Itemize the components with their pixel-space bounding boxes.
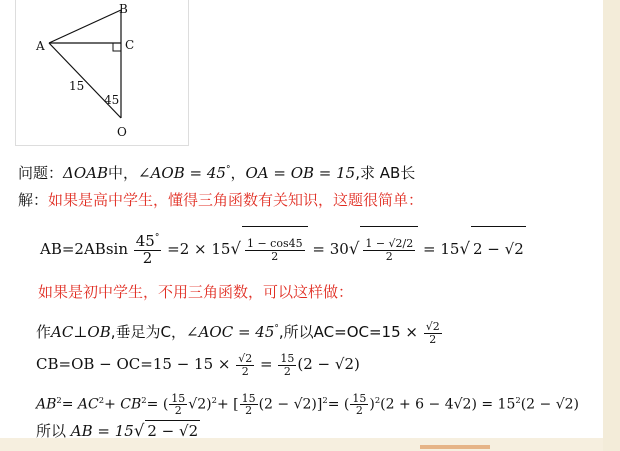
step3-line (36, 383, 579, 422)
hs-frac-num: 45 (135, 231, 155, 250)
step3-sup1: 2 (56, 395, 62, 405)
label-C: C (125, 38, 135, 52)
hs-frac-den: 2 (142, 248, 153, 267)
problem-ask: ,求 AB长 (355, 164, 416, 182)
step2-line (36, 347, 360, 381)
problem-line (18, 160, 415, 183)
solution-intro-line (18, 190, 423, 210)
radical-icon-2: √ (348, 239, 360, 258)
step3-sup2: 2 (98, 395, 105, 405)
step3-ac: = AC (61, 396, 99, 413)
hs-eq1: =2 × 15 (167, 240, 231, 258)
step1-c: ,垂足为C， (110, 323, 187, 341)
radical-icon-4: √ (133, 421, 145, 440)
junior-intro: 如果是初中学生，不用三角函数，可以这样做： (38, 283, 354, 301)
step2-f1-den: 2 (241, 364, 249, 378)
step3-j: (2 + 6 − 4√2) = 15 (380, 396, 516, 413)
hs-root-fraction (363, 238, 415, 262)
step3-fraction-2 (240, 393, 258, 417)
step3-ab: AB (36, 396, 57, 413)
problem-prefix: 问题： (18, 164, 64, 182)
step3-e: √2) (188, 396, 212, 413)
hs-root-num: 1 − √2/2 (365, 236, 414, 250)
hs-cos-fraction (245, 238, 305, 262)
step3-g: (2 − √2)] (258, 396, 323, 413)
conclusion-prefix: 所以 (36, 422, 67, 440)
hs-final-radicand: 2 − √2 (471, 226, 526, 271)
step2-a: CB=OB − OC=15 − 15 × (36, 355, 231, 373)
step3-i: ) (369, 396, 375, 413)
step1-perp: AC⊥OB (51, 323, 111, 341)
hs-lhs: AB=2ABsin (40, 240, 128, 258)
radical-icon: √ (230, 239, 241, 258)
label-A: A (36, 39, 45, 53)
step2-fraction-1 (236, 353, 254, 377)
hs-eq3: = 15 (423, 240, 460, 258)
label-side-15: 15 (69, 79, 85, 93)
step3-fraction-3 (350, 393, 368, 417)
hs-frac-deg: ° (154, 232, 160, 243)
frame-right-border (603, 0, 620, 451)
step3-sup6: 2 (374, 395, 381, 405)
step2-eq: = (260, 355, 273, 373)
step3-f1-den: 2 (174, 404, 182, 418)
step3-cb: + CB (104, 396, 142, 413)
hs-cos-den: 2 (271, 249, 279, 263)
equal-sides: OA = OB = 15 (245, 164, 356, 182)
highschool-formula (40, 226, 526, 271)
step3-f3-num: 15 (352, 391, 367, 405)
step1-a: 作 (36, 323, 52, 341)
step2-f2-den: 2 (283, 364, 291, 378)
solution-prefix: 解： (18, 191, 49, 209)
conclusion-ab: AB = 15 (70, 422, 134, 440)
step3-f1-num: 15 (171, 391, 186, 405)
step3-k: (2 − √2) (520, 396, 579, 413)
step3-f: + [ (216, 396, 239, 413)
step1-fraction (424, 321, 442, 345)
step1-e: ,所以AC=OC=15 × (278, 323, 418, 341)
step3-f2-den: 2 (245, 404, 253, 418)
step2-fraction-2 (278, 353, 296, 377)
step3-sup5: 2 (322, 395, 328, 405)
step3-fraction-1 (169, 393, 187, 417)
conclusion-radicand: 2 − √2 (147, 422, 199, 440)
step2-f1-num: √2 (238, 351, 253, 365)
step3-f3-den: 2 (355, 404, 363, 418)
step1-deg: ° (274, 324, 279, 334)
triangle-symbol: ΔOAB (63, 164, 109, 182)
step3-sup3: 2 (141, 395, 147, 405)
step3-f2-num: 15 (241, 391, 256, 405)
step1-line (36, 312, 443, 349)
triangle-diagram (16, 0, 188, 145)
problem-mid: 中， (108, 164, 139, 182)
step1-angle: ∠AOC = 45 (186, 323, 275, 341)
degree-sign: ° (225, 165, 231, 175)
hs-cos-num: 1 − cos45 (246, 236, 303, 250)
step2-tail: (2 − √2) (297, 355, 360, 373)
step3-sup4: 2 (211, 395, 217, 405)
problem-sep: ， (230, 164, 246, 182)
geometry-figure (15, 0, 189, 146)
radical-icon-3: √ (459, 239, 470, 258)
label-O: O (117, 125, 127, 139)
hs-eq2: = 30 (312, 240, 349, 258)
step3-sup7: 2 (515, 395, 521, 405)
frame-accent-bar (420, 445, 490, 449)
angle-aob: ∠AOB = 45 (138, 164, 226, 182)
step1-frac-num: √2 (425, 319, 440, 333)
step1-frac-den: 2 (429, 332, 437, 346)
hs-half-angle-fraction (134, 231, 162, 267)
step3-d: = ( (146, 396, 169, 413)
hs-root-den: 2 (385, 249, 393, 263)
step2-f2-num: 15 (280, 351, 295, 365)
solution-intro-text: 如果是高中学生，懂得三角函数有关知识，这题很简单： (48, 191, 424, 209)
label-B: B (119, 2, 128, 16)
step3-h: = ( (327, 396, 350, 413)
label-angle-45: 45 (104, 93, 120, 107)
conclusion-line (36, 420, 200, 441)
